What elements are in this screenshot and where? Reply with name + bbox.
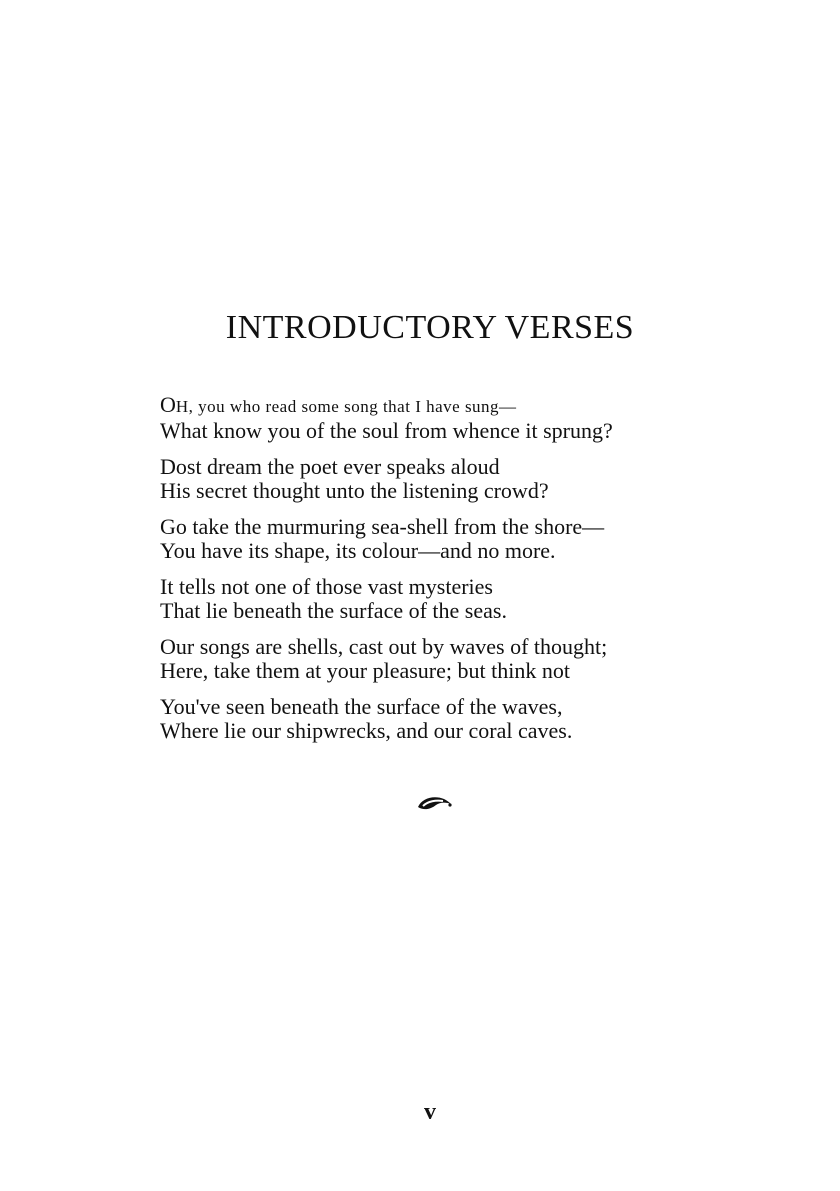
stanza-5 [160,635,720,682]
verse-line-text: H, you who read some song that I have sung— [175,397,517,416]
verse-line: What know you of the soul from whence it sprung? [160,417,613,443]
stanza-6 [160,695,720,742]
verse-line: Where lie our shipwrecks, and our coral caves. [160,717,573,743]
verse-line: Dost dream the poet ever speaks aloud [160,454,500,479]
verse-line: Our songs are shells, cast out by waves of thought; [160,634,608,659]
verse-line: Go take the murmuring sea-shell from the shore— [160,514,605,539]
page-title: INTRODUCTORY VERSES [225,309,635,346]
opening-capital: O [160,392,176,417]
verse-line: That lie beneath the surface of the seas. [160,597,507,623]
leaf-ornament-icon [414,792,454,816]
stanza-3 [160,515,720,562]
verse-line: You've seen beneath the surface of the waves, [160,694,563,719]
stanza-4 [160,575,720,622]
page-number: v [424,1099,436,1125]
stanza-1 [160,393,720,442]
verse-line: His secret thought unto the listening crowd? [160,477,549,503]
verse-line: Here, take them at your pleasure; but think not [160,657,570,683]
verse-line: It tells not one of those vast mysteries [160,574,493,599]
poem [160,393,720,755]
stanza-2 [160,455,720,502]
verse-line: You have its shape, its colour—and no more. [160,537,556,563]
verse-line [160,393,720,419]
